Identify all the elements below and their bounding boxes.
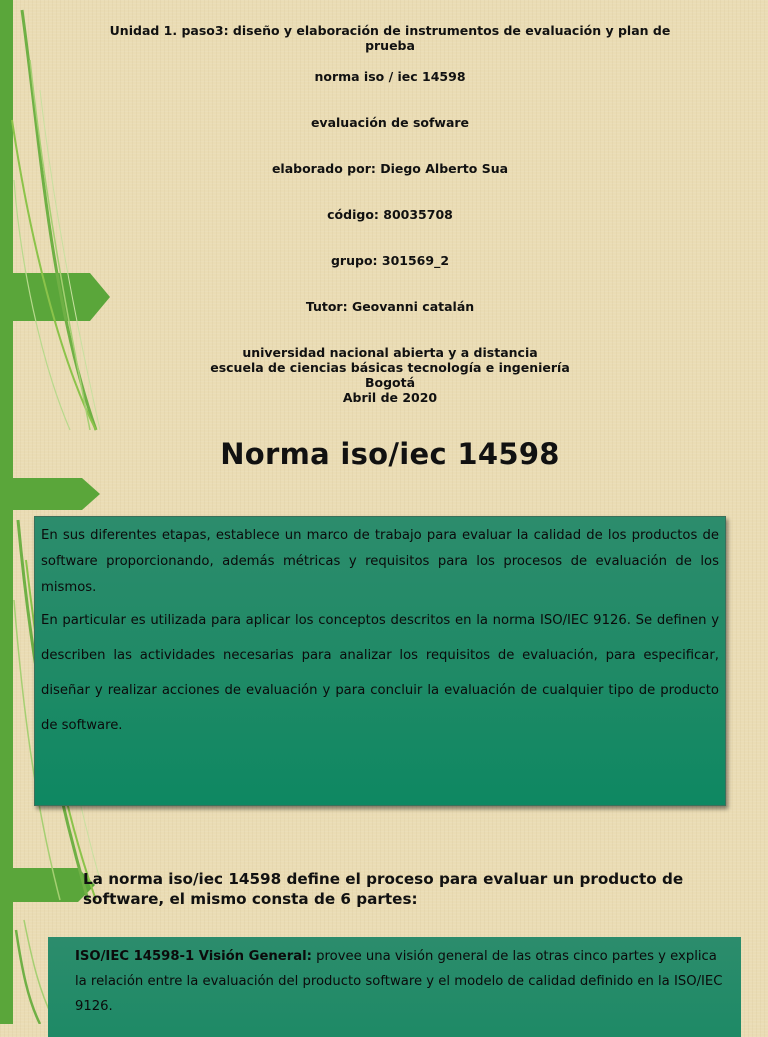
part1-text: provee una visión general de las otras cinco partes y explica la relación entre la evaluación del producto software y el modelo de calidad definido en la ISO/IEC 9126. — [75, 949, 723, 1014]
page-title: Norma iso/iec 14598 — [220, 437, 560, 471]
cover-subject: evaluación de sofware — [310, 115, 470, 130]
cover-line1: Unidad 1. paso3: diseño y elaboración de instrumentos de evaluación y plan de — [109, 23, 671, 38]
part1-panel — [48, 937, 741, 1037]
part1-label: ISO/IEC 14598-1 Visión General: — [75, 949, 312, 964]
cover-group: grupo: 301569_2 — [330, 253, 450, 268]
cover-line2: prueba — [365, 38, 415, 53]
cover-norma: norma iso / iec 14598 — [314, 69, 466, 84]
intro-panel — [34, 516, 726, 806]
cover-date: Abril de 2020 — [342, 390, 438, 405]
intro-paragraph-2: En particular es utilizada para aplicar los conceptos descritos en la norma ISO/IEC 9126. Se definen y describen las actividades necesarias para analizar los requisitos de evaluación, para especificar, diseñar y realizar acciones de evaluación y para concluir la evaluación de cualquier tipo de producto de software. — [41, 613, 719, 733]
cover-author: elaborado por: Diego Alberto Sua — [271, 161, 509, 176]
cover-city: Bogotá — [364, 375, 416, 390]
cover-tutor: Tutor: Geovanni catalán — [305, 299, 475, 314]
cover-university: universidad nacional abierta y a distancia — [242, 345, 538, 360]
cover-school: escuela de ciencias básicas tecnología e ingeniería — [210, 360, 570, 375]
intro-paragraph-1: En sus diferentes etapas, establece un marco de trabajo para evaluar la calidad de los productos de software proporcionando, además métricas y requisitos para los procesos de evaluación de los mismos. — [41, 528, 719, 595]
parts-heading: La norma iso/iec 14598 define el proceso para evaluar un producto de software, el mismo consta de 6 partes: — [83, 870, 684, 908]
cover-code: código: 80035708 — [327, 207, 453, 222]
